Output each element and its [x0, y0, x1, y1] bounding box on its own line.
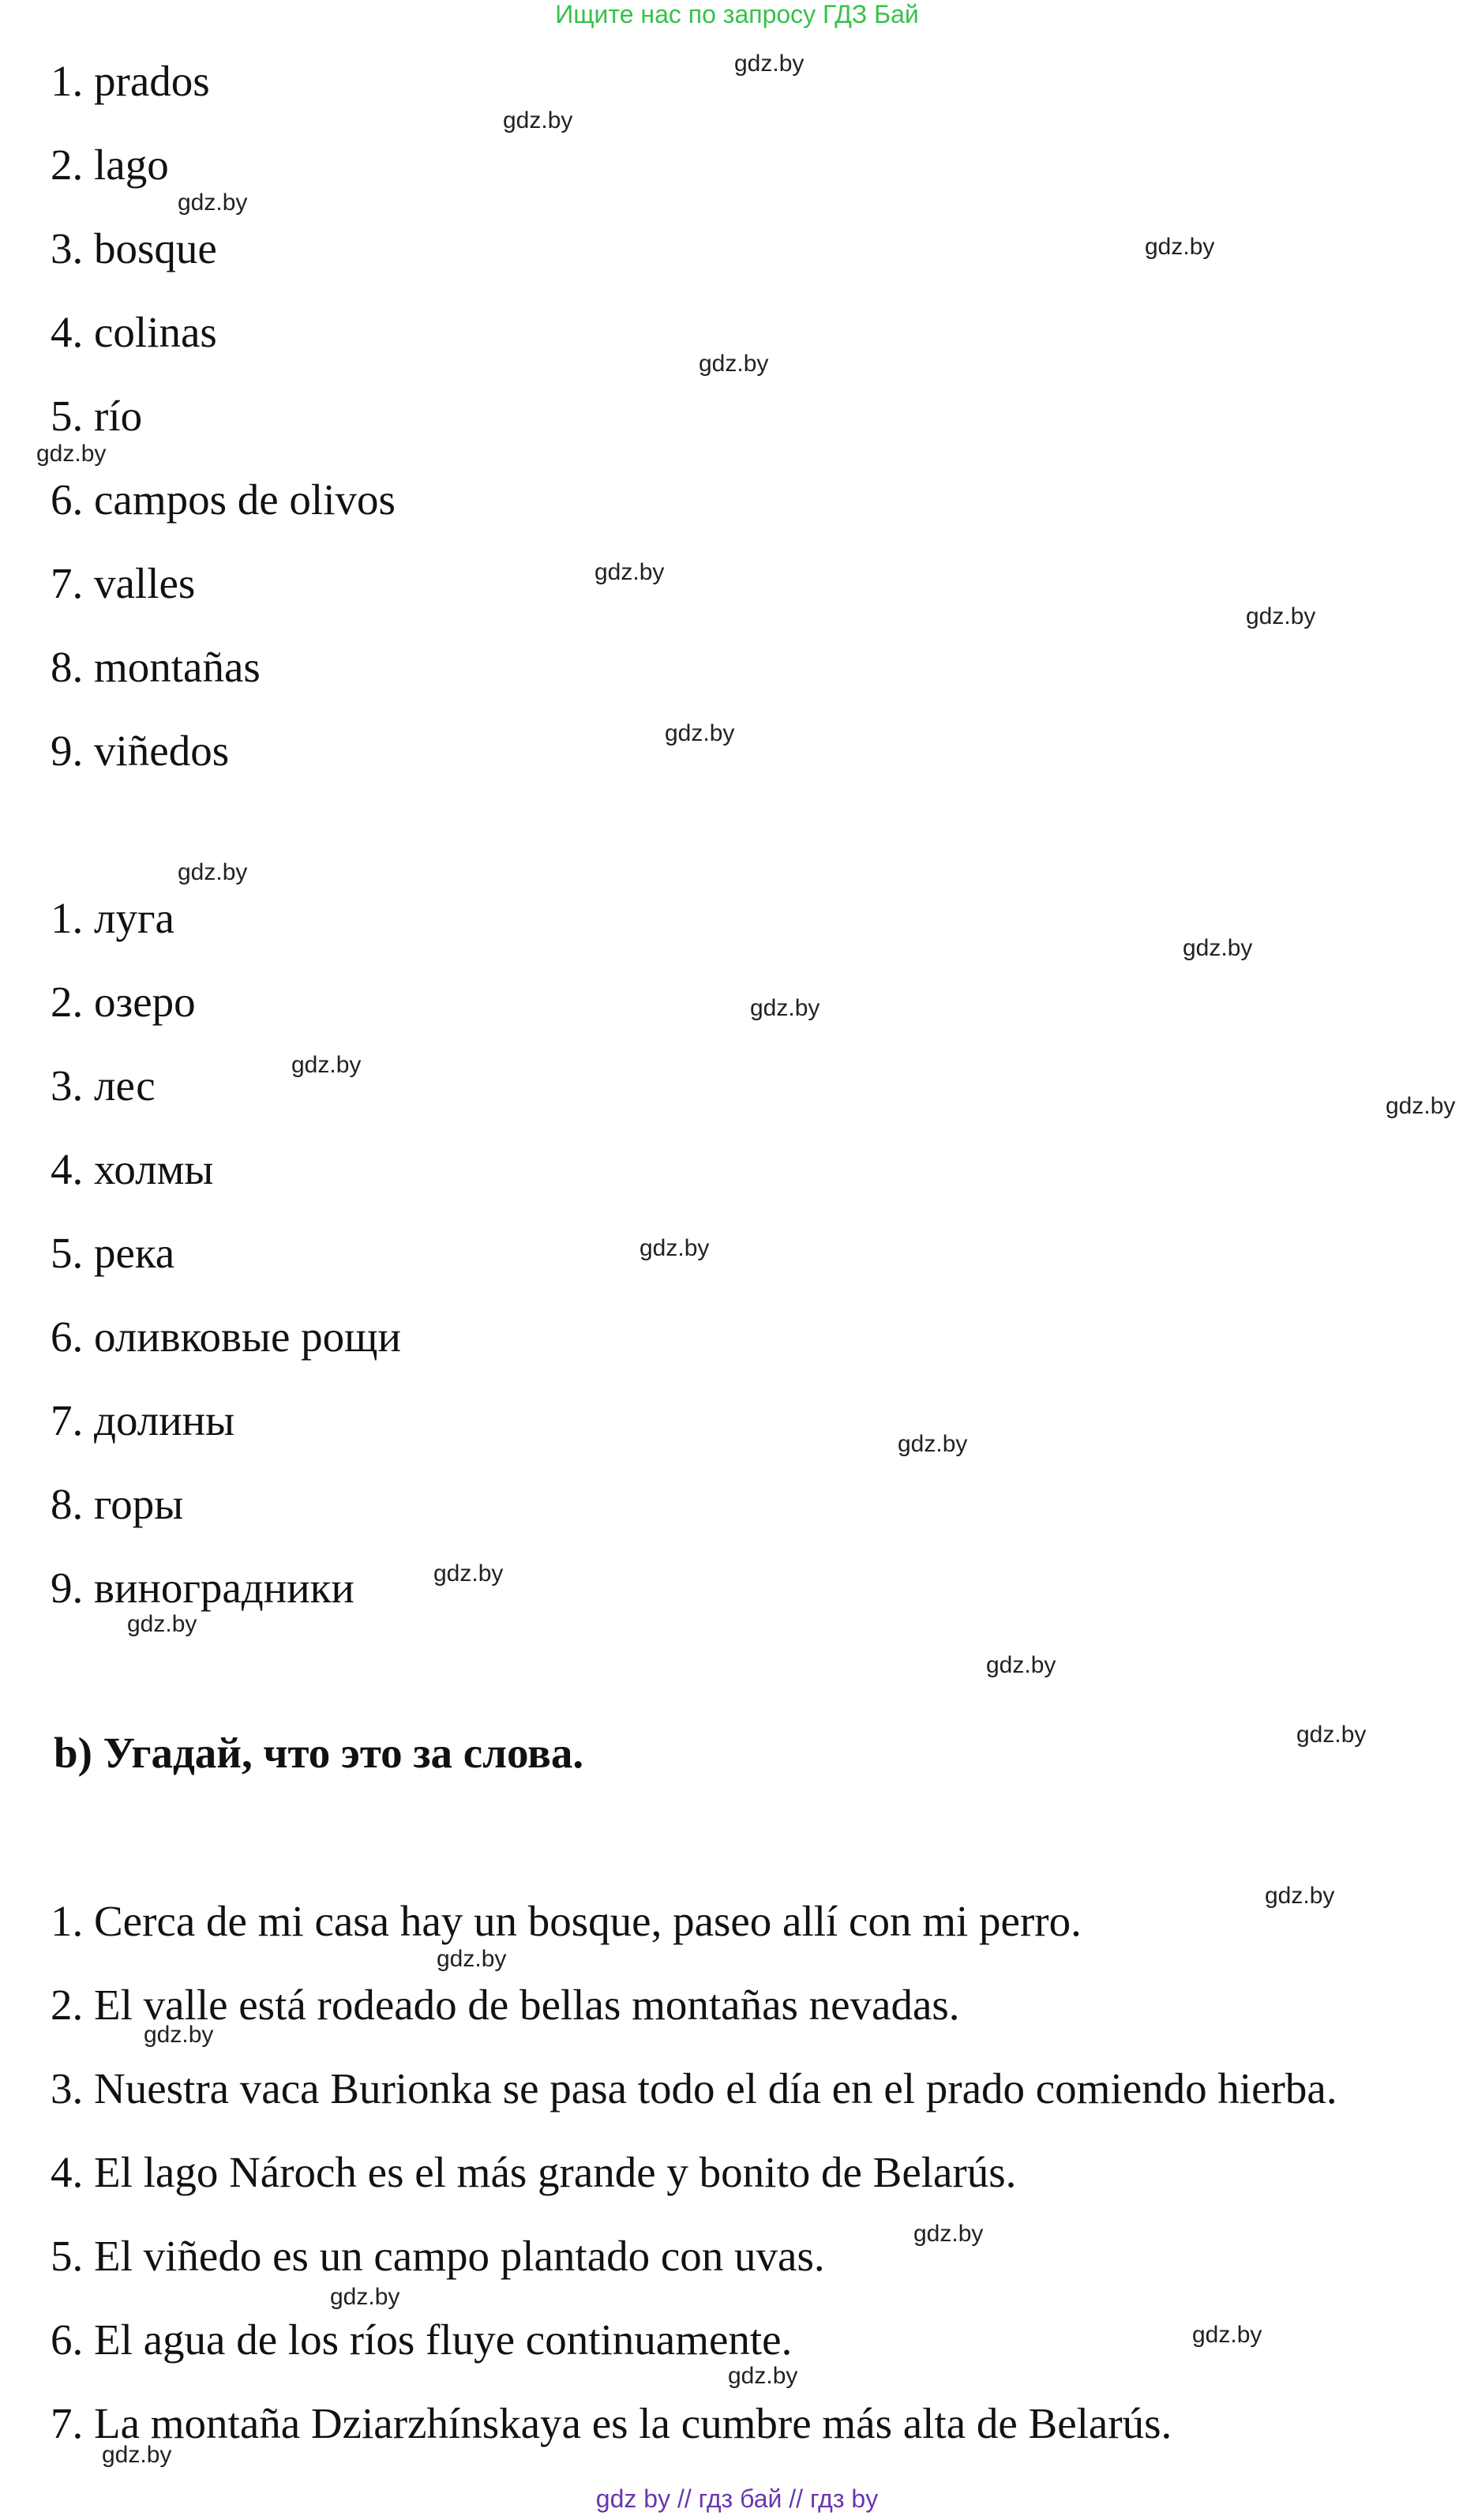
sentence-item: 7. La montaña Dziarzhínskaya es la cumbre más alta de Belarús.: [51, 2399, 1172, 2447]
watermark: gdz.by: [433, 1560, 504, 1587]
watermark: gdz.by: [594, 559, 665, 585]
list-item: 3. лес: [51, 1061, 156, 1110]
sentence-item: 1. Cerca de mi casa hay un bosque, paseo allí con mi perro.: [51, 1897, 1082, 1945]
list-item: 1. prados: [51, 57, 210, 105]
watermark: gdz.by: [639, 1235, 710, 1261]
list-item: 4. colinas: [51, 308, 217, 356]
watermark: gdz.by: [102, 2442, 172, 2468]
list-item: 8. montañas: [51, 643, 261, 691]
list-item: 2. озеро: [51, 978, 196, 1026]
section-b-heading: b) Угадай, что это за слова.: [54, 1729, 584, 1777]
list-item: 6. оливковые рощи: [51, 1313, 401, 1361]
watermark: gdz.by: [178, 190, 248, 216]
watermark: gdz.by: [503, 107, 573, 133]
footer-links[interactable]: gdz by // гдз бай // гдз by: [595, 2484, 879, 2513]
list-item: 9. виноградники: [51, 1564, 354, 1612]
watermark: gdz.by: [291, 1052, 362, 1078]
watermark: gdz.by: [699, 351, 769, 377]
sentence-item: 5. El viñedo es un campo plantado con uvas.: [51, 2232, 825, 2280]
sentence-item: 6. El agua de los ríos fluye continuamente.: [51, 2315, 793, 2364]
spanish-word-list: [51, 39, 396, 793]
watermark: gdz.by: [750, 995, 820, 1021]
list-item: 9. viñedos: [51, 727, 230, 775]
list-item: 7. valles: [51, 559, 196, 607]
watermark: gdz.by: [127, 1611, 197, 1637]
watermark: gdz.by: [1386, 1093, 1456, 1119]
list-item: 5. río: [51, 392, 143, 440]
watermark: gdz.by: [986, 1652, 1056, 1678]
sentence-item: 2. El valle está rodeado de bellas montañas nevadas.: [51, 1981, 960, 2029]
watermark: gdz.by: [1296, 1722, 1367, 1748]
watermark: gdz.by: [734, 51, 805, 77]
list-item: 1. луга: [51, 894, 174, 942]
watermark: gdz.by: [913, 2221, 984, 2247]
top-banner[interactable]: Ищите нас по запросу ГДЗ Бай: [555, 0, 919, 28]
watermark: gdz.by: [330, 2284, 400, 2310]
list-item: 6. campos de olivos: [51, 475, 396, 524]
watermark: gdz.by: [1265, 1883, 1335, 1909]
sentence-list: [51, 1880, 1337, 2466]
list-item: 3. bosque: [51, 224, 217, 272]
sentence-item: 3. Nuestra vaca Burionka se pasa todo el día en el prado comiendo hierba.: [51, 2064, 1337, 2113]
list-item: 5. река: [51, 1229, 175, 1277]
watermark: gdz.by: [144, 2022, 214, 2048]
watermark: gdz.by: [1192, 2322, 1262, 2348]
list-item: 2. lago: [51, 141, 169, 189]
list-item: 4. холмы: [51, 1145, 214, 1193]
watermark: gdz.by: [1145, 234, 1215, 260]
sentence-item: 4. El lago Nároch es el más grande y bonito de Belarús.: [51, 2148, 1017, 2196]
watermark: gdz.by: [437, 1946, 507, 1972]
list-item: 8. горы: [51, 1480, 184, 1528]
watermark: gdz.by: [36, 441, 107, 467]
watermark: gdz.by: [1183, 935, 1253, 961]
watermark: gdz.by: [898, 1431, 968, 1457]
watermark: gdz.by: [178, 859, 248, 885]
list-item: 7. долины: [51, 1396, 235, 1444]
watermark: gdz.by: [1246, 603, 1316, 629]
russian-word-list: [51, 877, 401, 1630]
watermark: gdz.by: [728, 2363, 798, 2389]
watermark: gdz.by: [665, 720, 735, 746]
